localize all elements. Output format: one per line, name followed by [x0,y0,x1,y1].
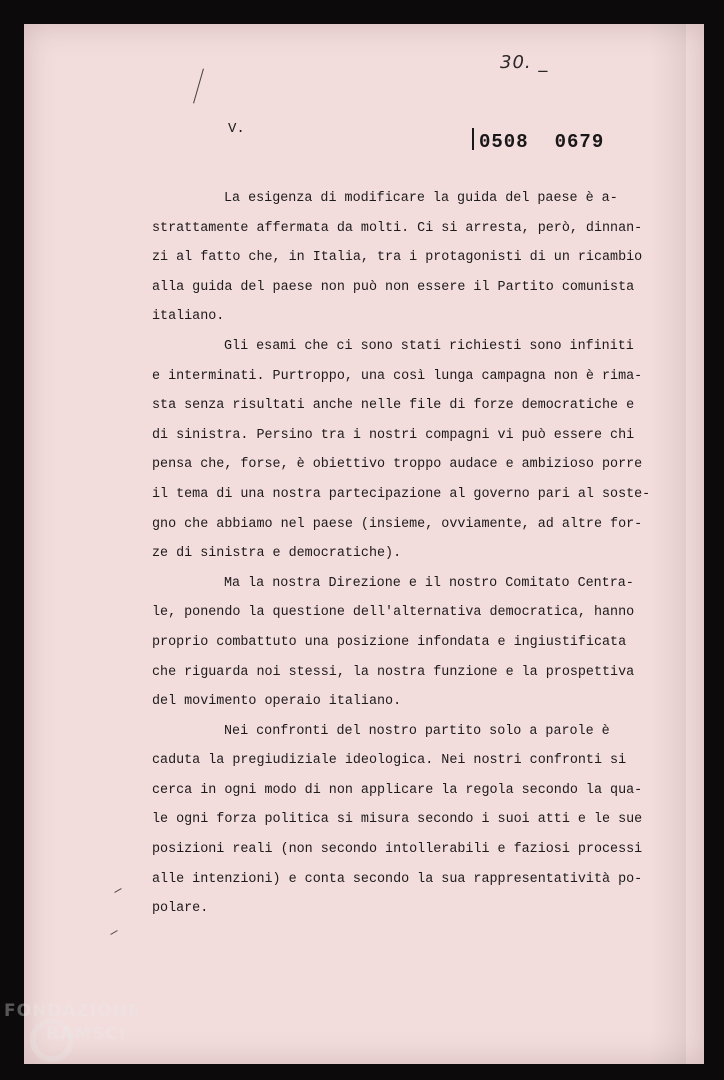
text-line: Gli esami che ci sono stati richiesti sono infiniti [224,338,634,354]
text-line: alle intenzioni) e conta secondo la sua rappresentatività po- [152,871,643,887]
text-line: che riguarda noi stessi, la nostra funzione e la prospettiva [152,664,635,680]
text-line: pensa che, forse, è obiettivo troppo audace e ambizioso porre [152,457,643,473]
text-line: ze di sinistra e democratiche). [152,546,402,562]
text-line: zi al fatto che, in Italia, tra i protagonisti di un ricambio [152,250,643,266]
watermark-logo-icon [30,1018,74,1062]
text-line: alla guida del paese non può non essere il Partito comunista [152,279,635,295]
stray-mark [114,888,121,893]
section-label: V. [228,121,245,137]
archive-document-number [472,128,604,153]
margin-bar [472,128,474,150]
watermark-line-1: FONDAZIONE [4,1001,141,1021]
doc-number-left: 0508 [479,131,529,153]
foundation-watermark [4,1000,141,1046]
text-line: e interminati. Purtroppo, una così lunga campagna non è rima- [152,368,643,384]
text-line: cerca in ogni modo di non applicare la regola secondo la qua- [152,782,643,798]
page-number: 30. _ [500,52,549,73]
doc-number-right: 0679 [554,131,605,153]
watermark-line-2: RAMSCI [46,1024,127,1044]
text-line: Ma la nostra Direzione e il nostro Comitato Centra- [224,575,634,591]
text-line: del movimento operaio italiano. [152,694,402,710]
text-line: gno che abbiamo nel paese (insieme, ovviamente, ad altre for- [152,516,643,532]
text-line: caduta la pregiudiziale ideologica. Nei nostri confronti si [152,753,627,769]
text-line: proprio combattuto una posizione infondata e ingiustificata [152,634,627,650]
text-line: il tema di una nostra partecipazione al governo pari al soste- [152,486,651,502]
text-line: posizioni reali (non secondo intollerabili e faziosi processi [152,842,643,858]
stray-mark [193,69,204,104]
text-line: le, ponendo la questione dell'alternativa democratica, hanno [152,605,635,621]
text-line: Nei confronti del nostro partito solo a parole è [224,723,610,739]
text-line: strattamente affermata da molti. Ci si arresta, però, dinnan- [152,220,643,236]
stray-mark [110,930,117,935]
text-line: sta senza risultati anche nelle file di forze democratiche e [152,398,635,414]
text-line: polare. [152,901,209,917]
text-line: le ogni forza politica si misura secondo i suoi atti e le sue [152,812,643,828]
text-line: italiano. [152,309,225,325]
text-line: di sinistra. Persino tra i nostri compagni vi può essere chi [152,427,635,443]
document-page [24,24,704,1064]
typed-text-body [152,184,651,924]
text-line: La esigenza di modificare la guida del paese è a- [224,191,618,206]
